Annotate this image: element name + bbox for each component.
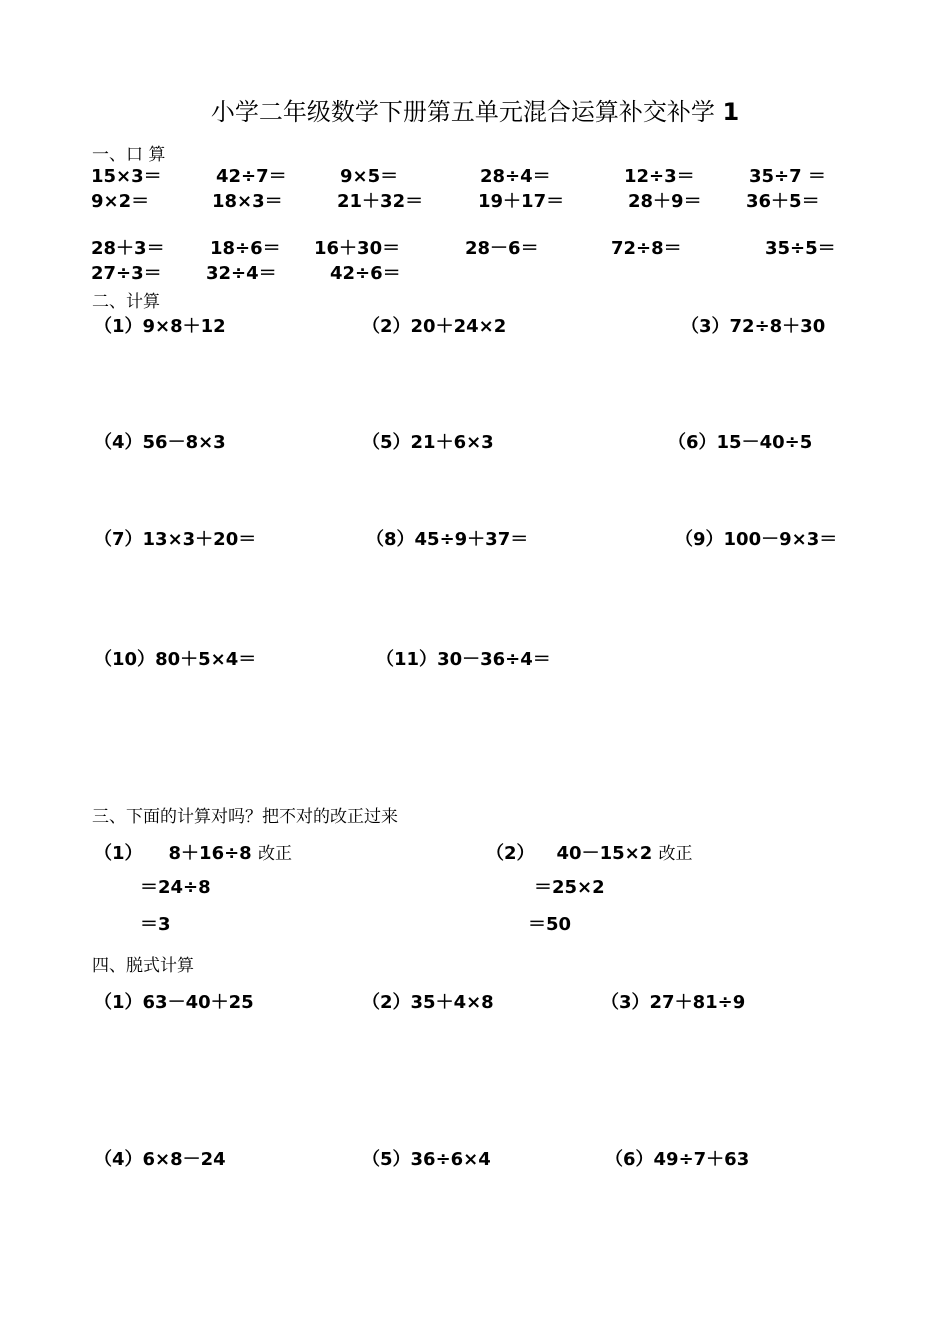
oral-problem: 28－6＝ (465, 238, 539, 259)
calc-problem (362, 1145, 491, 1171)
oral-problem: 42÷6＝ (330, 263, 401, 284)
calc-problem (366, 525, 528, 551)
oral-problem: 15×3＝ (91, 166, 162, 187)
problem-expression: 80＋5×4＝ (155, 649, 257, 670)
problem-number: （2） (362, 992, 411, 1013)
problem-number: （3） (681, 316, 730, 337)
title-text: 小学二年级数学下册第五单元混合运算补交补学 (210, 98, 715, 126)
correction-step: ＝3 (140, 914, 171, 935)
correction-step: ＝50 (528, 914, 572, 935)
oral-problem: 32÷4＝ (206, 263, 277, 284)
problem-expression: 72÷8＋30 (729, 316, 826, 337)
correction-problem-1 (94, 839, 292, 865)
calc-problem (376, 645, 551, 671)
calc-problem (601, 988, 745, 1014)
section-1-heading: 一、口 算 (92, 145, 166, 165)
problem-number: （5） (362, 432, 411, 453)
section-4-heading: 四、脱式计算 (92, 956, 194, 976)
oral-problem: 36＋5＝ (746, 191, 820, 212)
oral-problem: 35÷5＝ (765, 238, 836, 259)
problem-number: （6） (668, 432, 717, 453)
problem-number: （5） (362, 1149, 411, 1170)
oral-problem: 9×5＝ (340, 166, 399, 187)
calc-problem (668, 428, 812, 454)
section-3-heading: 三、下面的计算对吗？把不对的改正过来 (92, 807, 398, 827)
problem-expression: 27＋81÷9 (649, 992, 746, 1013)
correction-problem-2 (486, 839, 693, 865)
oral-problem: 12÷3＝ (624, 166, 695, 187)
calc-problem (94, 428, 226, 454)
problem-number: （4） (94, 1149, 143, 1170)
problem-number: （2） (362, 316, 411, 337)
oral-problem: 28＋9＝ (628, 191, 702, 212)
calc-problem (681, 312, 825, 338)
problem-expression: 100－9×3＝ (723, 529, 838, 550)
calc-problem (362, 428, 494, 454)
oral-problem: 42÷7＝ (216, 166, 287, 187)
oral-problem: 35÷7 ＝ (749, 166, 826, 187)
problem-number: （1） (94, 316, 143, 337)
problem-expression: 20＋24×2 (410, 316, 507, 337)
correction-label: 改正 (658, 844, 693, 864)
problem-expression: 13×3＋20＝ (142, 529, 257, 550)
problem-expression: 6×8－24 (142, 1149, 226, 1170)
calc-problem (362, 988, 494, 1014)
page-title (0, 92, 950, 127)
oral-problem: 21＋32＝ (337, 191, 424, 212)
problem-number: （11） (376, 649, 438, 670)
title-number: 1 (722, 98, 740, 126)
problem-number: （1） (94, 843, 143, 864)
problem-expression: 45÷9＋37＝ (414, 529, 529, 550)
problem-expression: 30－36÷4＝ (437, 649, 551, 670)
problem-expression: 36÷6×4 (410, 1149, 491, 1170)
oral-problem: 18÷6＝ (210, 238, 281, 259)
correction-label: 改正 (258, 844, 292, 864)
problem-number: （1） (94, 992, 143, 1013)
problem-expression: 8＋16÷8 (168, 843, 252, 864)
oral-problem: 9×2＝ (91, 191, 150, 212)
calc-problem (362, 312, 506, 338)
problem-number: （9） (675, 529, 724, 550)
oral-problem: 27÷3＝ (91, 263, 162, 284)
problem-number: （10） (94, 649, 156, 670)
oral-problem: 28÷4＝ (480, 166, 551, 187)
calc-problem (94, 312, 226, 338)
problem-expression: 35＋4×8 (410, 992, 494, 1013)
problem-number: （3） (601, 992, 650, 1013)
problem-expression: 40－15×2 (556, 843, 653, 864)
problem-number: （8） (366, 529, 415, 550)
problem-expression: 49÷7＋63 (653, 1149, 750, 1170)
problem-expression: 15－40÷5 (716, 432, 813, 453)
calc-problem (94, 525, 256, 551)
correction-step: ＝24÷8 (140, 877, 211, 898)
problem-expression: 56－8×3 (142, 432, 226, 453)
oral-problem: 28＋3＝ (91, 238, 165, 259)
calc-problem (94, 988, 254, 1014)
problem-number: （4） (94, 432, 143, 453)
oral-problem: 18×3＝ (212, 191, 283, 212)
problem-expression: 21＋6×3 (410, 432, 494, 453)
correction-step: ＝25×2 (534, 877, 605, 898)
problem-number: （7） (94, 529, 143, 550)
problem-expression: 63－40＋25 (142, 992, 254, 1013)
calc-problem (94, 645, 256, 671)
calc-problem (675, 525, 837, 551)
problem-number: （2） (486, 843, 535, 864)
problem-number: （6） (605, 1149, 654, 1170)
oral-problem: 19＋17＝ (478, 191, 565, 212)
problem-expression: 9×8＋12 (142, 316, 226, 337)
calc-problem (94, 1145, 226, 1171)
oral-problem: 72÷8＝ (611, 238, 682, 259)
section-2-heading: 二、计算 (92, 292, 160, 312)
calc-problem (605, 1145, 749, 1171)
oral-problem: 16＋30＝ (314, 238, 401, 259)
